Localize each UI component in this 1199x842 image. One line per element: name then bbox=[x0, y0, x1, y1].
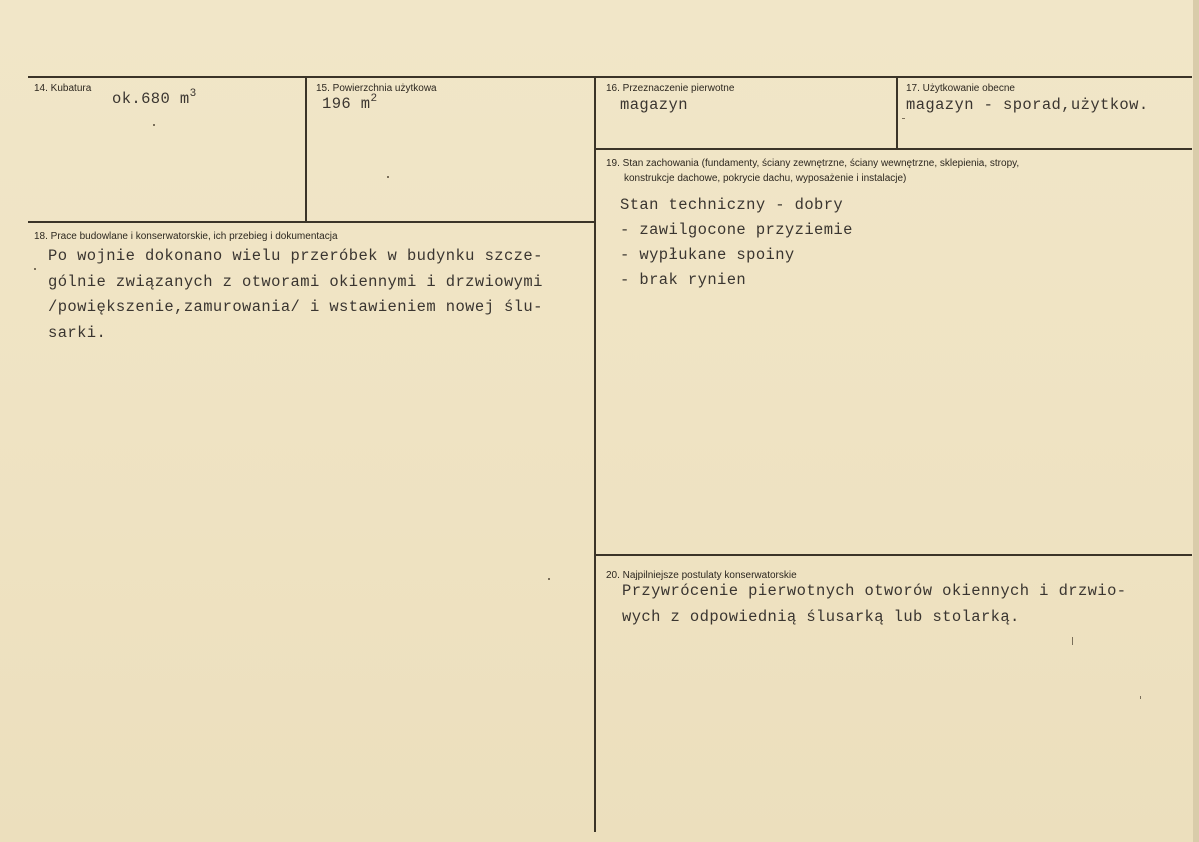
uzytkowanie-value: magazyn - sporad,użytkow. bbox=[906, 96, 1149, 114]
stan-line-4: - brak rynien bbox=[620, 271, 747, 289]
stan-line-1: Stan techniczny - dobry bbox=[620, 196, 844, 214]
postulaty-label: 20. Najpilniejsze postulaty konserwatorskie bbox=[606, 570, 797, 581]
paper-speck bbox=[153, 124, 155, 126]
postulaty-line-1: Przywrócenie pierwotnych otworów okiennych i drzwio- bbox=[622, 582, 1127, 600]
powierzchnia-label: 15. Powierzchnia użytkowa bbox=[316, 83, 437, 94]
stan-label-line2: konstrukcje dachowe, pokrycie dachu, wyposażenie i instalacje) bbox=[624, 173, 907, 184]
powierzchnia-unit-exponent: 2 bbox=[370, 93, 378, 105]
kubatura-number: ok.680 m bbox=[112, 90, 190, 108]
paper-speck bbox=[34, 268, 36, 270]
paper-speck bbox=[1072, 637, 1073, 645]
rule-above-20 bbox=[594, 554, 1192, 556]
stan-line-3: - wypłukane spoiny bbox=[620, 246, 795, 264]
paper-speck bbox=[387, 176, 389, 178]
uzytkowanie-label: 17. Użytkowanie obecne bbox=[906, 83, 1015, 94]
prace-line-2: gólnie związanych z otworami okiennymi i drzwiowymi bbox=[48, 273, 543, 291]
powierzchnia-number: 196 m bbox=[322, 95, 371, 113]
paper-speck bbox=[548, 578, 550, 580]
powierzchnia-value bbox=[322, 92, 378, 119]
paper-edge bbox=[1193, 0, 1199, 842]
prace-label: 18. Prace budowlane i konserwatorskie, ich przebieg i dokumentacja bbox=[34, 231, 338, 242]
kubatura-label: 14. Kubatura bbox=[34, 83, 92, 94]
kubatura-unit-exponent: 3 bbox=[189, 88, 197, 100]
prace-line-1: Po wojnie dokonano wielu przeróbek w budynku szcze- bbox=[48, 247, 543, 265]
kubatura-value bbox=[112, 87, 197, 114]
divider-14-15 bbox=[305, 76, 307, 222]
paper-speck bbox=[902, 118, 905, 119]
postulaty-line-2: wych z odpowiednią ślusarką lub stolarką. bbox=[622, 608, 1020, 626]
paper-speck bbox=[1140, 696, 1141, 699]
stan-line-2: - zawilgocone przyziemie bbox=[620, 221, 853, 239]
prace-line-4: sarki. bbox=[48, 324, 107, 342]
przeznaczenie-value: magazyn bbox=[620, 96, 688, 114]
stan-label-line1: 19. Stan zachowania (fundamenty, ściany zewnętrzne, ściany wewnętrzne, sklepienia, stropy, bbox=[606, 158, 1020, 169]
divider-16-17 bbox=[896, 76, 898, 148]
przeznaczenie-label: 16. Przeznaczenie pierwotne bbox=[606, 83, 735, 94]
rule-above-18 bbox=[28, 221, 596, 223]
rule-above-19 bbox=[594, 148, 1192, 150]
top-rule bbox=[28, 76, 1192, 78]
prace-line-3: /powiększenie,zamurowania/ i wstawieniem nowej ślu- bbox=[48, 298, 543, 316]
divider-15-16 bbox=[594, 76, 596, 832]
